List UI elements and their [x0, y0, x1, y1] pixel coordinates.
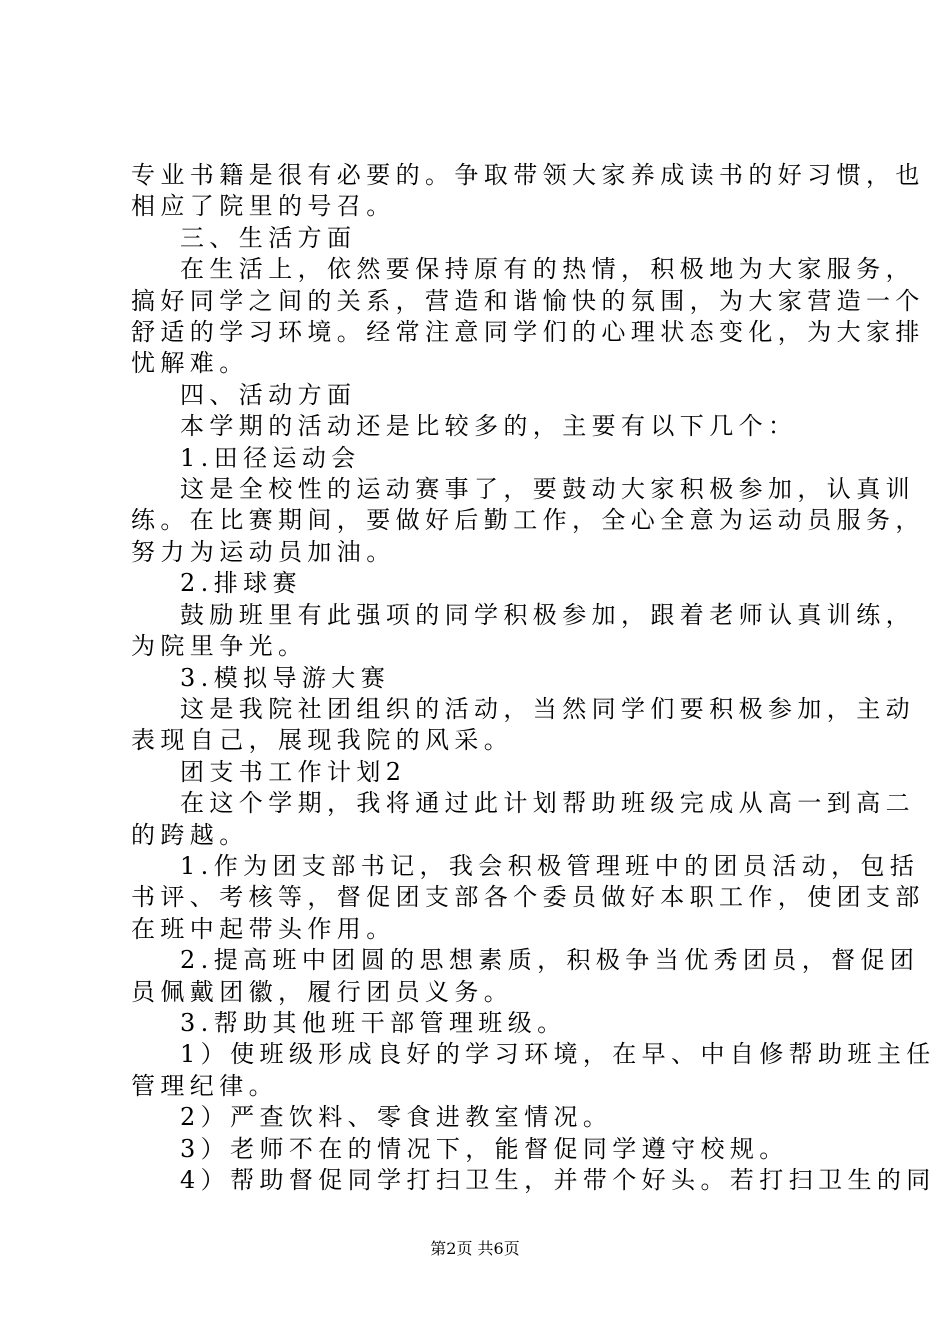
text-line: 3）老师不在的情况下，能督促同学遵守校规。 — [180, 1135, 789, 1163]
text-line: 员佩戴团徽，履行团员义务。 — [131, 978, 514, 1006]
text-line: 练。在比赛期间，要做好后勤工作，全心全意为运动员服务， — [131, 506, 925, 534]
text-line: 1.作为团支部书记，我会积极管理班中的团员活动，包括 — [180, 852, 920, 880]
text-line: 相应了院里的号召。 — [131, 192, 396, 220]
text-line: 本学期的活动还是比较多的，主要有以下几个： — [180, 412, 798, 440]
text-line: 2.提高班中团圆的思想素质，积极争当优秀团员，督促团 — [180, 946, 920, 974]
text-line: 4）帮助督促同学打扫卫生，并带个好头。若打扫卫生的同 — [180, 1166, 936, 1194]
text-line: 这是我院社团组织的活动，当然同学们要积极参加，主动 — [180, 695, 915, 723]
text-line: 舒适的学习环境。经常注意同学们的心理状态变化，为大家排 — [131, 318, 925, 346]
text-line: 书评、考核等，督促团支部各个委员做好本职工作，使团支部 — [131, 883, 925, 911]
text-line: 2）严查饮料、零食进教室情况。 — [180, 1103, 613, 1131]
text-line: 搞好同学之间的关系，营造和谐愉快的氛围，为大家营造一个 — [131, 287, 925, 315]
page-footer: 第2页 共6页 — [430, 1239, 520, 1258]
text-line: 这是全校性的运动赛事了，要鼓动大家积极参加，认真训 — [180, 475, 915, 503]
text-line: 团支书工作计划2 — [180, 758, 407, 786]
text-line: 在班中起带头作用。 — [131, 915, 396, 943]
text-line: 2.排球赛 — [180, 569, 302, 597]
text-line: 三、生活方面 — [180, 224, 357, 252]
text-line: 3.帮助其他班干部管理班级。 — [180, 1009, 567, 1037]
text-line: 表现自己，展现我院的风采。 — [131, 726, 514, 754]
text-line: 的跨越。 — [131, 821, 249, 849]
text-line: 四、活动方面 — [180, 381, 357, 409]
text-line: 忧解难。 — [131, 349, 249, 377]
text-line: 1）使班级形成良好的学习环境，在早、中自修帮助班主任 — [180, 1040, 936, 1068]
text-line: 鼓励班里有此强项的同学积极参加，跟着老师认真训练， — [180, 601, 915, 629]
text-line: 在这个学期，我将通过此计划帮助班级完成从高一到高二 — [180, 789, 915, 817]
text-line: 努力为运动员加油。 — [131, 538, 396, 566]
text-line: 为院里争光。 — [131, 632, 308, 660]
text-line: 在生活上，依然要保持原有的热情，积极地为大家服务， — [180, 255, 915, 283]
text-line: 专业书籍是很有必要的。争取带领大家养成读书的好习惯，也 — [131, 161, 925, 189]
text-line: 1.田径运动会 — [180, 444, 361, 472]
text-line: 管理纪律。 — [131, 1072, 278, 1100]
text-line: 3.模拟导游大赛 — [180, 664, 391, 692]
